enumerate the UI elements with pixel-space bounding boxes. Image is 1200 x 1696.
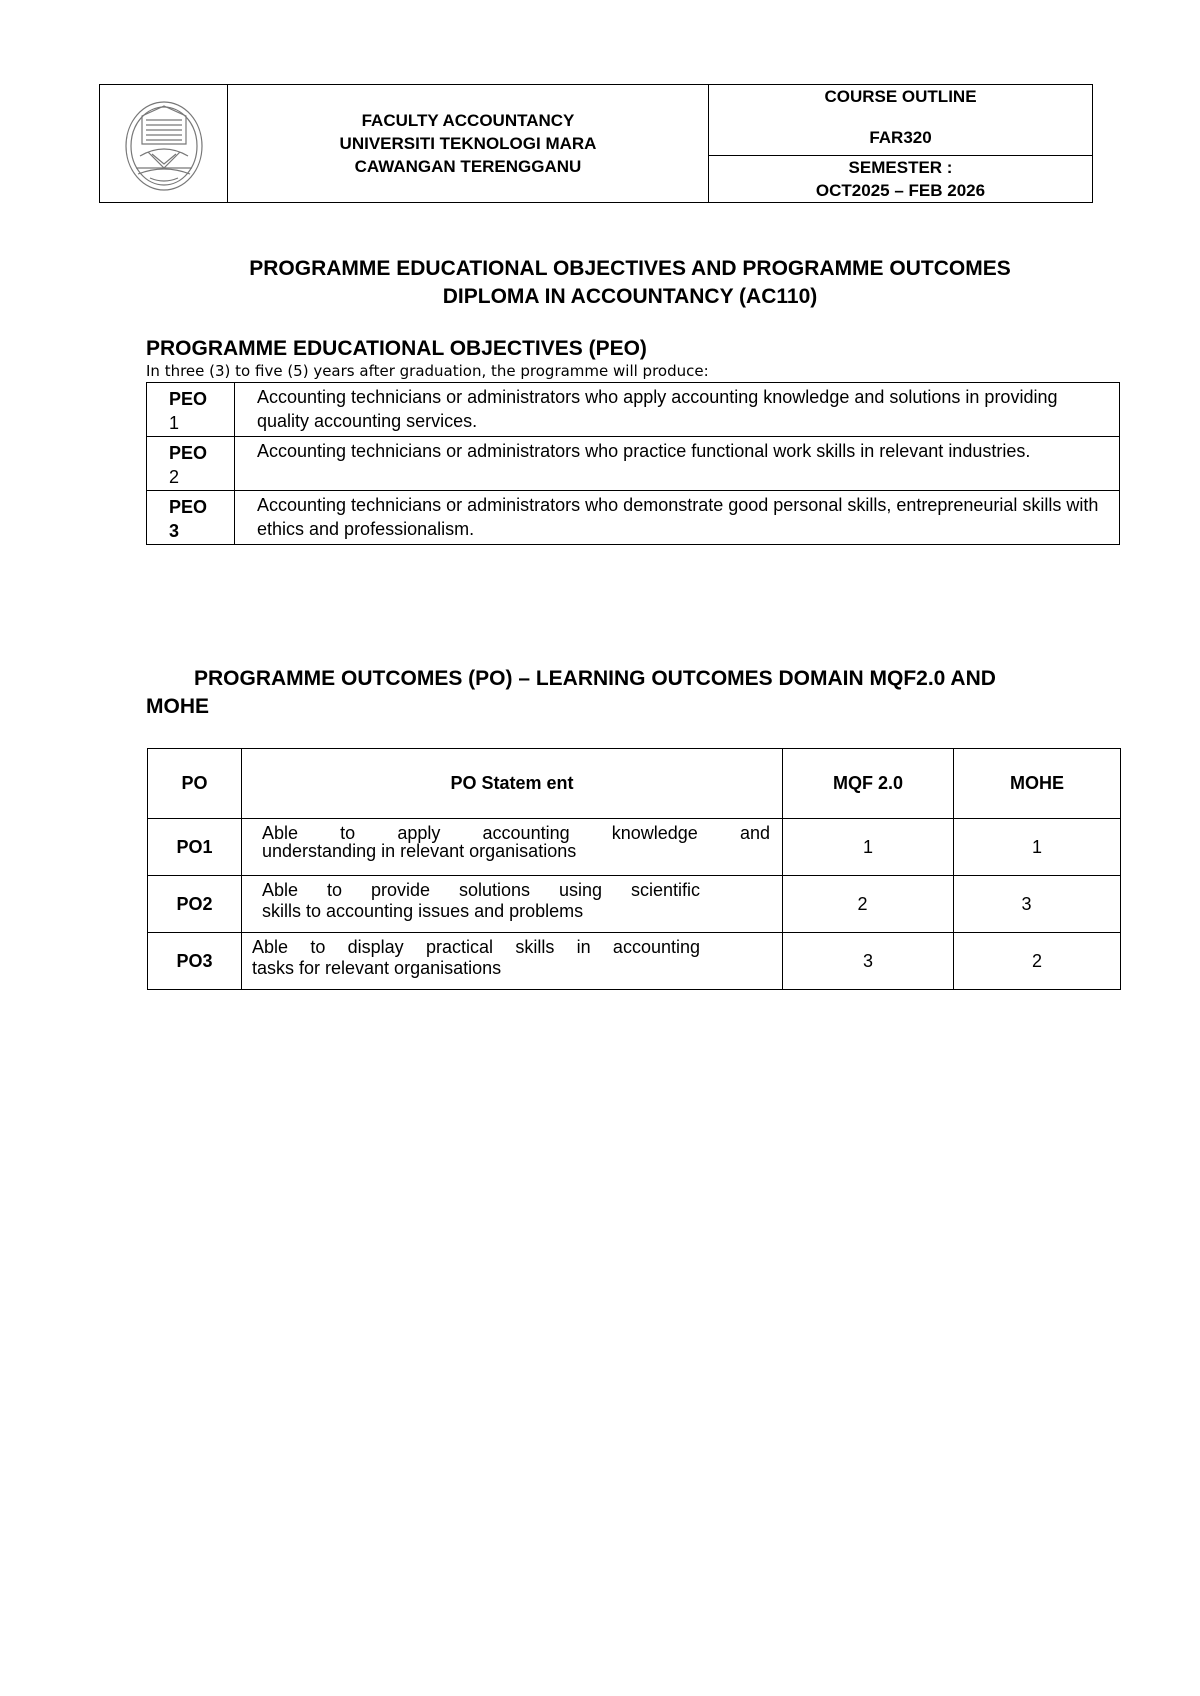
po-statement: Able to display practical skills in accounting tasks for relevant organisations [242,933,783,990]
po-id: PO3 [148,933,242,990]
peo-description: Accounting technicians or administrators who practice functional work skills in relevant industries. [235,437,1120,491]
semester-cell [709,156,1093,203]
faculty-name: FACULTY ACCOUNTANCY [361,111,575,130]
col-header-statement: PO Statem ent [242,749,783,819]
po-table-header [148,749,1121,819]
po-mqf-value: 1 [783,819,954,876]
logo-cell [100,85,228,203]
university-name: UNIVERSITI TEKNOLOGI MARA [339,134,597,153]
po-mohe-value: 3 [954,876,1121,933]
peo-description: Accounting technicians or administrators who demonstrate good personal skills, entrepreneurial skills with ethics and professionalism. [235,491,1120,545]
po-id: PO2 [148,876,242,933]
peo-heading: PROGRAMME EDUCATIONAL OBJECTIVES (PEO) [146,337,647,360]
header-table [99,84,1093,203]
po-table [147,748,1121,990]
po-mqf-value: 2 [783,876,954,933]
peo-table [146,382,1120,545]
po-heading [146,665,1136,721]
page-title-line2: DIPLOMA IN ACCOUNTANCY (AC110) [442,285,818,308]
course-outline-label: COURSE OUTLINE [824,87,977,106]
peo-intro: In three (3) to five (5) years after graduation, the programme will produce: [146,362,709,380]
uitm-crest-icon [122,94,206,194]
institution-cell [228,85,709,203]
col-header-po: PO [148,749,242,819]
po-row [148,876,1121,933]
col-header-mqf: MQF 2.0 [783,749,954,819]
po-statement: Able to apply accounting knowledge and understanding in relevant organisations [242,819,783,876]
page-title-line1: PROGRAMME EDUCATIONAL OBJECTIVES AND PROGRAMME OUTCOMES [249,257,1011,280]
po-mohe-value: 1 [954,819,1121,876]
peo-code: PEO 2 [147,437,235,491]
page-title [100,255,1160,311]
course-code: FAR320 [869,128,932,147]
peo-row [147,383,1120,437]
peo-description: Accounting technicians or administrators who apply accounting knowledge and solutions in providing quality accounting services. [235,383,1120,437]
po-mqf-value: 3 [783,933,954,990]
campus-name: CAWANGAN TERENGGANU [354,157,582,176]
po-row [148,933,1121,990]
course-cell [709,85,1093,156]
col-header-mohe: MOHE [954,749,1121,819]
po-mohe-value: 2 [954,933,1121,990]
po-id: PO1 [148,819,242,876]
po-heading-line2: MOHE [146,695,209,718]
peo-code: PEO 3 [147,491,235,545]
po-heading-line1: PROGRAMME OUTCOMES (PO) – LEARNING OUTCOMES DOMAIN MQF2.0 AND [194,667,996,690]
semester-value: OCT2025 – FEB 2026 [815,181,986,200]
semester-label: SEMESTER : [848,158,953,177]
peo-row [147,437,1120,491]
peo-row [147,491,1120,545]
po-statement: Able to provide solutions using scientific skills to accounting issues and problems [242,876,783,933]
po-row [148,819,1121,876]
peo-code: PEO 1 [147,383,235,437]
